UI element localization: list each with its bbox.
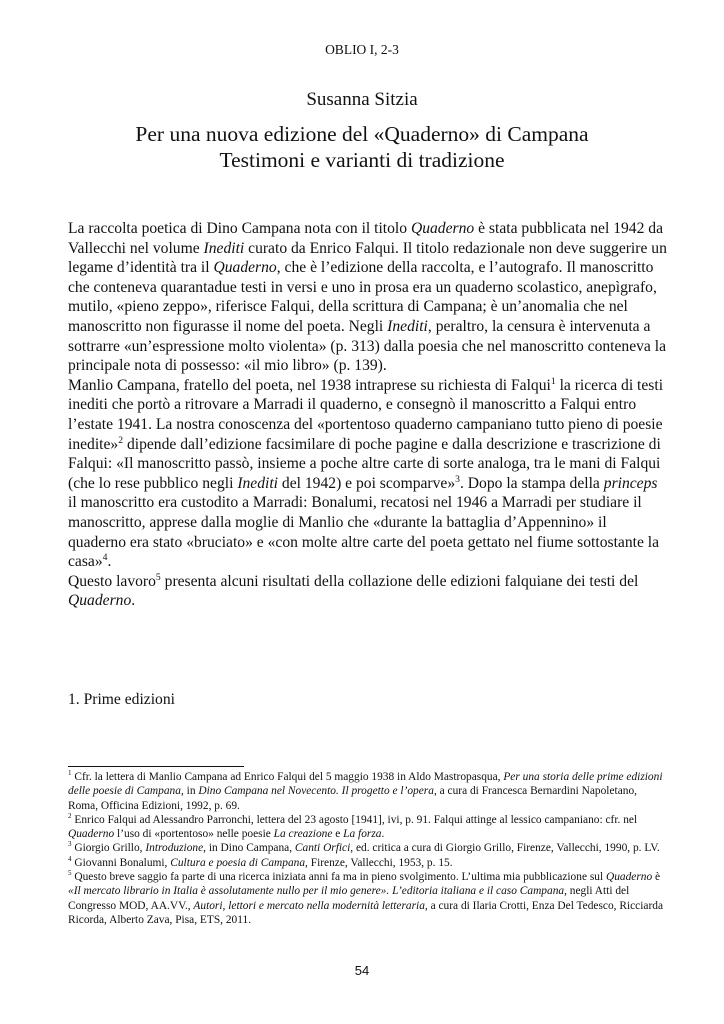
body-text [68,219,668,611]
title-line-1: Per una nuova edizione del «Quaderno» di Campana [135,122,589,146]
footnote-ref: 3 [455,473,460,485]
paragraph-1 [68,219,668,376]
italic-run: Inediti [237,474,279,492]
text-run: presenta alcuni risultati della collazione delle edizioni falquiane dei testi del [160,572,639,590]
text-run: e [332,828,344,841]
footnote-2 [68,813,668,842]
footnote-ref: 2 [118,434,124,446]
text-run: , Firenze, Vallecchi, 1953, p. 15. [305,856,453,869]
footnotes [68,770,668,927]
footnote-number: 4 [68,854,72,863]
text-run: . [107,553,112,571]
text-run: la ricerca di testi inediti che portò a ritrovare a Marradi il quaderno, e consegnò il manoscritto a Falqui entro l’estate 1941. La nostra conoscenza del «portentoso quaderno campaniano tutto pieno di poesie inedite» [68,376,664,453]
text-run: . [131,592,136,610]
italic-run: Introduzione [145,842,204,855]
text-run: è [652,871,661,884]
footnote-number: 5 [68,869,72,878]
footnote-number: 2 [68,812,72,821]
text-run: , a cura di Ilaria Crotti, Enza Del Tedesco, Ricciarda Ricorda, Alberto Zava, Pisa, ETS, 2011. [68,899,663,926]
text-run: Giorgio Grillo, [71,842,146,855]
footnote-number: 3 [68,840,72,849]
text-run: l’uso di «portentoso» nelle poesie [114,828,274,841]
page-number: 54 [354,963,370,978]
text-run: , peraltro, la censura è intervenuta a sottrarre «un’espressione molto violenta» (p. 313) dalla poesia che nel manoscritto conteneva la principale nota di possesso: «il mio libro» (p. 139). [68,317,666,375]
author-name: Susanna Sitzia [306,89,418,110]
italic-run: Inediti [203,239,245,257]
footnote-divider [68,766,244,767]
italic-run: Inediti [387,317,428,335]
italic-run: Cultura e poesia di Campana [170,856,306,869]
italic-run: Quaderno [68,828,115,841]
footnote-ref: 5 [155,571,161,583]
italic-run: Quaderno [605,871,653,884]
footnote-number: 1 [68,769,72,778]
italic-run: La creazione [273,828,333,841]
italic-run: La forza [343,828,382,841]
title-line-2: Testimoni e varianti di tradizione [219,148,505,172]
italic-run: Quaderno [68,592,132,610]
footnote-1 [68,770,668,813]
text-run: , in Dino Campana, [203,842,295,855]
text-run: del 1942) e poi scomparve» [278,474,456,492]
footnote-3 [68,841,668,855]
text-run: Giovanni Bonalumi, [71,856,171,869]
text-run: Enrico Falqui ad Alessandro Parronchi, lettera del 23 agosto [1941], ivi, p. 91. Falqui attinge al lessico campaniano: cfr. nel [71,813,638,826]
italic-run: Per una storia delle prime edizioni delle poesie di Campana [68,771,663,798]
text-run: Manlio Campana, fratello del poeta, nel 1938 intraprese su richiesta di Falqui [68,376,551,394]
text-run: , che è l’edizione della raccolta, e l’autografo. Il manoscritto che conteneva quarantadue testi in versi e uno in prosa era un quaderno scolastico, anepìgrafo, mutilo, «pieno zeppo», riferisce Falqui, della scrittura di Campana; è un’anomalia che nel manoscritto non figurasse il nome del poeta. Negli [68,259,657,335]
footnote-ref: 1 [550,375,556,387]
text-run: dipende dall’edizione facsimilare di poche pagine e dalla descrizione e trascrizione di Falqui: «Il manoscritto passò, insieme a poche altre carte di sorte analoga, tra le mani di Falqui (che lo rese pubblico negli [68,435,661,492]
running-header: OBLIO I, 2-3 [325,42,399,57]
paragraph-3 [68,572,668,611]
text-run: , a cura di Francesca Bernardini Napoletano, Roma, Officina Edizioni, 1992, p. 69. [68,785,637,812]
footnote-5 [68,870,668,927]
footnote-4 [68,856,668,870]
text-run: La raccolta poetica di Dino Campana nota con il titolo [68,220,411,237]
italic-run: Canti Orfici [294,842,351,855]
italic-run: Quaderno [410,220,475,237]
text-run: . Dopo la stampa della [459,474,604,492]
italic-run: princeps [603,474,658,492]
paper-title [0,121,724,173]
footnote-ref: 4 [102,551,108,563]
text-run: , ed. critica a cura di Giorgio Grillo, Firenze, Vallecchi, 1990, p. LV. [350,842,660,855]
italic-run: «Il mercato librario in Italia è assolutamente nullo per il mio genere». L’editoria italiana e il caso Campana [68,885,565,898]
text-run: , in [180,785,199,798]
text-run: il manoscritto era custodito a Marradi: Bonalumi, recatosi nel 1946 a Marradi per studiare il manoscritto, apprese dalla moglie di Manlio che «durante la battaglia d’Appennino» il quaderno era stato «bruciato» e «con molte altre carte del poeta gettato nel fiume sottostante la casa» [68,494,660,571]
text-run: curato da Enrico Falqui. Il titolo redazionale non deve suggerire un legame d’identità tra il [68,239,667,277]
text-run: Questo lavoro [68,572,156,590]
text-run: Cfr. la lettera di Manlio Campana ad Enrico Falqui del 5 maggio 1938 in Aldo Mastropasqua, [71,771,504,783]
italic-run: Quaderno [213,259,277,277]
paragraph-2 [68,376,668,572]
italic-run: Autori, lettori e mercato nella modernità letteraria [193,899,425,912]
text-run: è stata pubblicata nel 1942 da Vallecchi nel volume [68,220,663,257]
text-run: Questo breve saggio fa parte di una ricerca iniziata anni fa ma in pieno svolgimento. L’ultima mia pubblicazione sul [71,871,606,884]
text-run: , negli Atti del Congresso MOD, AA.VV., [68,885,630,912]
text-run: . [381,828,385,841]
section-heading: 1. Prime edizioni [68,691,175,708]
italic-run: Dino Campana nel Novecento. Il progetto e l’opera [198,785,434,798]
